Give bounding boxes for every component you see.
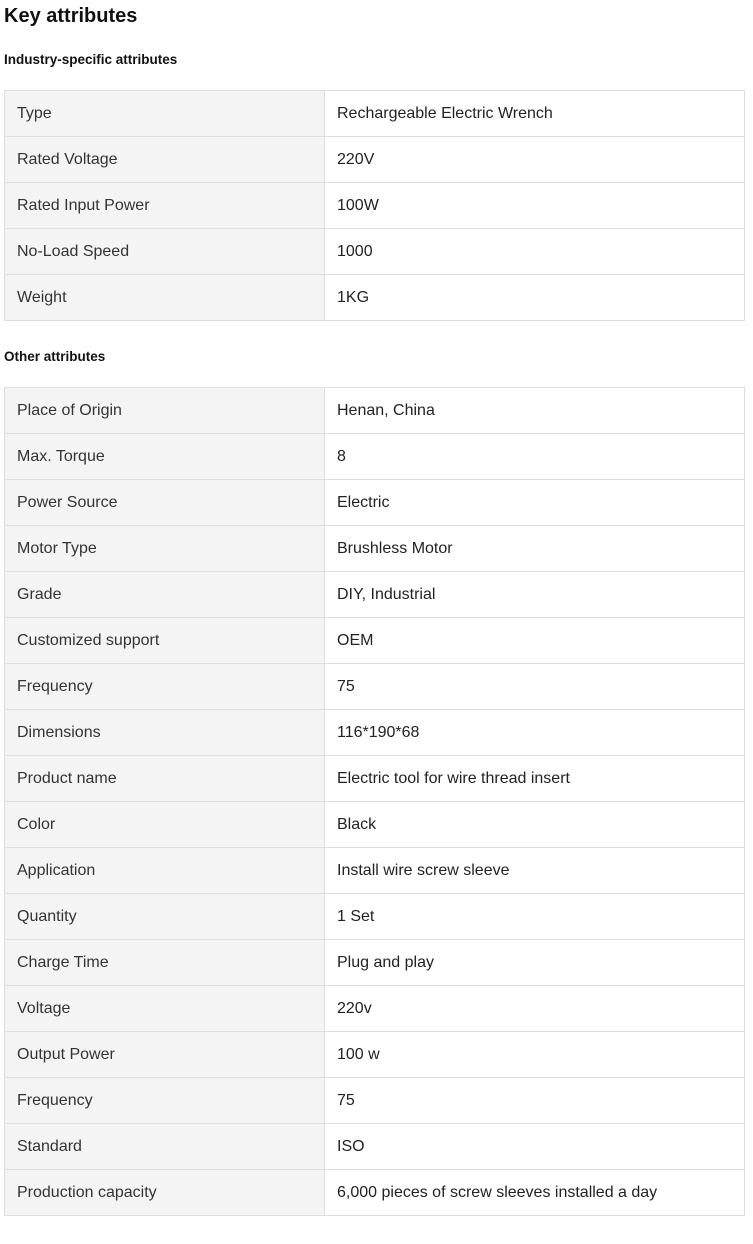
attribute-name: Motor Type xyxy=(5,526,325,572)
attribute-row xyxy=(5,434,745,480)
attribute-name: Max. Torque xyxy=(5,434,325,480)
attribute-row xyxy=(5,480,745,526)
attribute-value: OEM xyxy=(325,618,745,664)
attribute-value: 1KG xyxy=(325,275,745,321)
attribute-name: Frequency xyxy=(5,664,325,710)
attribute-value: 8 xyxy=(325,434,745,480)
attribute-value: DIY, Industrial xyxy=(325,572,745,618)
attribute-row xyxy=(5,986,745,1032)
attribute-row xyxy=(5,756,745,802)
attribute-name: Power Source xyxy=(5,480,325,526)
attribute-value: Brushless Motor xyxy=(325,526,745,572)
attribute-name: Color xyxy=(5,802,325,848)
attribute-row xyxy=(5,848,745,894)
attribute-row xyxy=(5,275,745,321)
attribute-name: Dimensions xyxy=(5,710,325,756)
attribute-row xyxy=(5,1032,745,1078)
attribute-row xyxy=(5,137,745,183)
industry-attributes-heading: Industry-specific attributes xyxy=(4,52,178,67)
attribute-name: Place of Origin xyxy=(5,388,325,434)
other-attributes-table xyxy=(4,387,745,1216)
attribute-value: 75 xyxy=(325,664,745,710)
attribute-value: 220v xyxy=(325,986,745,1032)
attribute-row xyxy=(5,894,745,940)
attribute-row xyxy=(5,526,745,572)
attribute-name: Type xyxy=(5,91,325,137)
attribute-name: Standard xyxy=(5,1124,325,1170)
attribute-row xyxy=(5,664,745,710)
attribute-value: 116*190*68 xyxy=(325,710,745,756)
attribute-row xyxy=(5,1170,745,1216)
attribute-name: Grade xyxy=(5,572,325,618)
attribute-value: 6,000 pieces of screw sleeves installed a day xyxy=(325,1170,745,1216)
attribute-name: Product name xyxy=(5,756,325,802)
attribute-row xyxy=(5,388,745,434)
attribute-name: Customized support xyxy=(5,618,325,664)
other-attributes-heading: Other attributes xyxy=(4,349,106,364)
attribute-name: Output Power xyxy=(5,1032,325,1078)
attribute-name: Rated Voltage xyxy=(5,137,325,183)
attribute-row xyxy=(5,802,745,848)
attribute-value: Black xyxy=(325,802,745,848)
attribute-name: Application xyxy=(5,848,325,894)
attribute-value: 1 Set xyxy=(325,894,745,940)
attribute-row xyxy=(5,940,745,986)
attribute-name: No-Load Speed xyxy=(5,229,325,275)
industry-attributes-body xyxy=(5,91,745,321)
attribute-name: Quantity xyxy=(5,894,325,940)
attribute-value: 1000 xyxy=(325,229,745,275)
attribute-row xyxy=(5,618,745,664)
attribute-row xyxy=(5,91,745,137)
attribute-row xyxy=(5,229,745,275)
attribute-name: Weight xyxy=(5,275,325,321)
other-attributes-body xyxy=(5,388,745,1216)
attribute-value: 100W xyxy=(325,183,745,229)
industry-attributes-table xyxy=(4,90,745,321)
attribute-value: Plug and play xyxy=(325,940,745,986)
attribute-value: Install wire screw sleeve xyxy=(325,848,745,894)
attribute-value: Electric tool for wire thread insert xyxy=(325,756,745,802)
attribute-row xyxy=(5,1078,745,1124)
attribute-row xyxy=(5,710,745,756)
attribute-value: 220V xyxy=(325,137,745,183)
attribute-row xyxy=(5,183,745,229)
attribute-value: Electric xyxy=(325,480,745,526)
attribute-value: 100 w xyxy=(325,1032,745,1078)
attribute-row xyxy=(5,572,745,618)
attribute-value: ISO xyxy=(325,1124,745,1170)
attribute-name: Rated Input Power xyxy=(5,183,325,229)
attribute-name: Voltage xyxy=(5,986,325,1032)
attribute-name: Production capacity xyxy=(5,1170,325,1216)
attribute-value: Henan, China xyxy=(325,388,745,434)
attribute-name: Charge Time xyxy=(5,940,325,986)
page-title: Key attributes xyxy=(4,5,138,27)
attribute-value: 75 xyxy=(325,1078,745,1124)
attribute-value: Rechargeable Electric Wrench xyxy=(325,91,745,137)
attribute-row xyxy=(5,1124,745,1170)
attribute-name: Frequency xyxy=(5,1078,325,1124)
